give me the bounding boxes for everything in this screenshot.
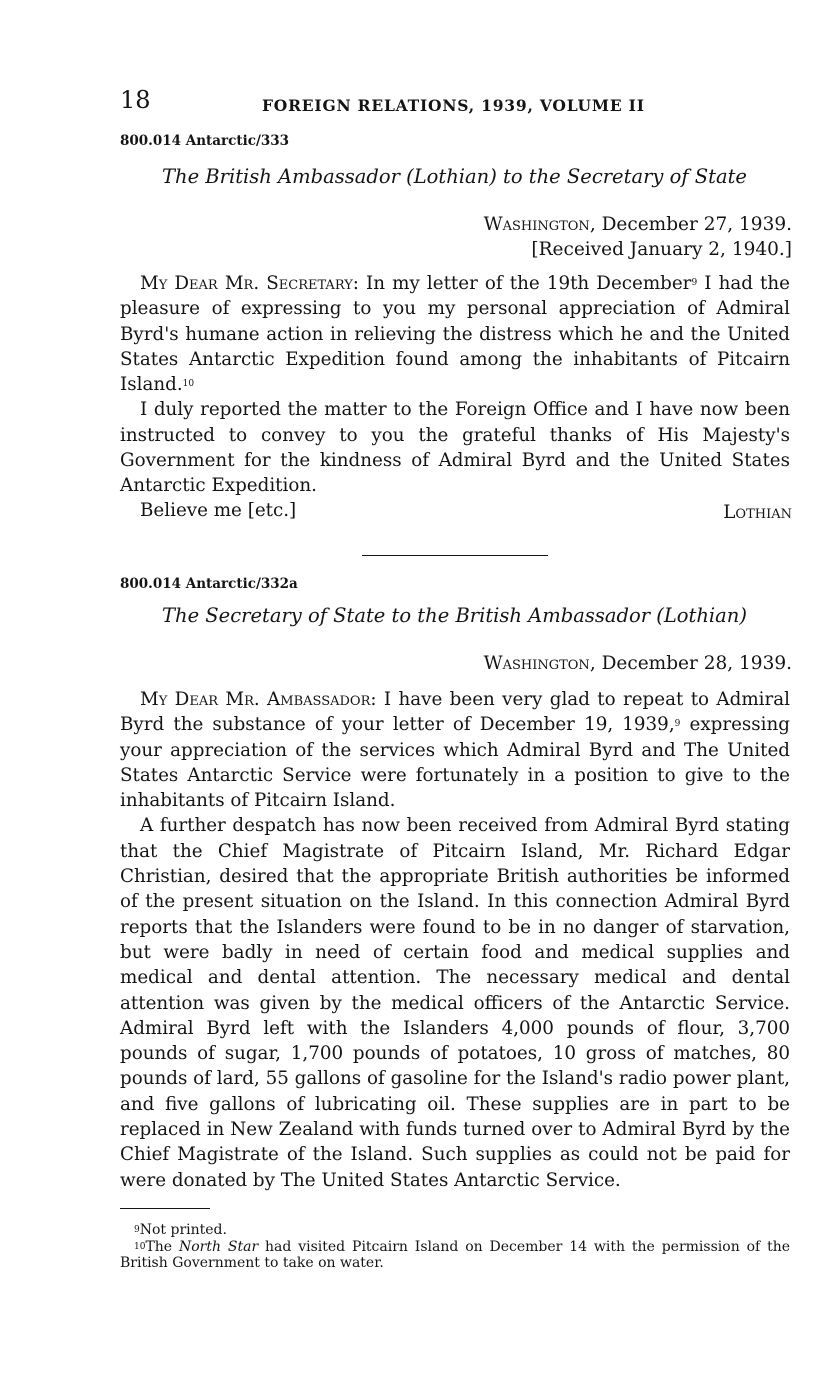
footnote-reference: 9	[674, 719, 681, 730]
file-reference: 800.014 Antarctic/332a	[120, 576, 298, 592]
footnote-9	[120, 1222, 790, 1239]
received-date: [Received January 2, 1940.]	[531, 239, 792, 260]
paragraph-text: : In my letter of the 19th December	[352, 273, 692, 294]
paragraph: I duly reported the matter to the Foreign Office and I have now been instructed to convey to you the grateful thanks of His Majesty's Government for the kindness of Admiral Byrd and the United States Antarctic Expedition.	[120, 399, 790, 497]
salutation: My Dear Mr. Ambassador	[140, 689, 371, 710]
file-reference: 800.014 Antarctic/333	[120, 133, 290, 149]
paragraph-text: expressing your appreciation of the services which Admiral Byrd and The United States Antarctic Service were fortunately in a position to give to the inhabitants of Pitcairn Island.	[120, 714, 790, 812]
document-title: The Secretary of State to the British Ambassador (Lothian)	[162, 604, 747, 627]
complimentary-close: Believe me [etc.]	[140, 500, 297, 521]
dateline-date: , December 27, 1939.	[589, 214, 792, 235]
dateline-date: , December 28, 1939.	[589, 653, 792, 674]
footnote-divider	[120, 1208, 210, 1209]
footnote-text: The	[145, 1238, 179, 1255]
footnote-marker: 10	[134, 1241, 146, 1252]
salutation: My Dear Mr. Secretary	[140, 273, 353, 294]
page-number: 18	[120, 86, 151, 114]
section-divider	[362, 555, 548, 556]
document-title: The British Ambassador (Lothian) to the Secretary of State	[162, 165, 747, 188]
footnote-reference: 9	[691, 278, 698, 288]
closing-line	[140, 500, 792, 521]
running-title: FOREIGN RELATIONS, 1939, VOLUME II	[262, 96, 645, 115]
footnote-reference: 10	[182, 379, 195, 390]
footnote-text: Not printed.	[139, 1222, 227, 1238]
paragraph-text: I had the pleasure of expressing to you my personal appreciation of Admiral Byrd's humane action in relieving the distress which he and the United States Antarctic Expedition found among the inhabitants of Pitcairn Island.	[120, 273, 790, 396]
paragraph-text: : I have been very glad to repeat to Admiral Byrd the substance of your letter of December 19, 1939,	[120, 689, 790, 736]
dateline-place: Washington	[483, 653, 590, 674]
dateline	[484, 653, 792, 674]
letter-body	[120, 271, 790, 499]
paragraph	[120, 271, 790, 397]
footnotes	[120, 1222, 790, 1272]
footnote-marker: 9	[134, 1225, 140, 1235]
footnote-10	[120, 1239, 790, 1272]
dateline-place: Washington	[483, 214, 590, 235]
paragraph: A further despatch has now been received from Admiral Byrd stating that the Chief Magistrate of Pitcairn Island, Mr. Richard Edgar Christian, desired that the appropriate British authorities be informed of the present situation on the Island. In this connection Admiral Byrd reports that the Islanders were found to be in no danger of starvation, but were badly in need of certain food and medical supplies and medical and dental attention. The necessary medical and dental attention was given by the medical officers of the Antarctic Service. Admiral Byrd left with the Islanders 4,000 pounds of flour, 3,700 pounds of sugar, 1,700 pounds of potatoes, 10 gross of matches, 80 pounds of lard, 55 gallons of gasoline for the Island's radio power plant, and five gallons of lubricating oil. These supplies are in part to be replaced in New Zealand with funds turned over to Admiral Byrd by the Chief Magistrate of the Island. Such supplies as could not be paid for were donated by The United States Antarctic Service.	[120, 815, 790, 1191]
footnote-text: had visited Pitcairn Island on December 14 with the permission of the British Government to take on water.	[120, 1238, 790, 1271]
paragraph	[120, 687, 790, 813]
signature: Lothian	[723, 502, 792, 523]
ship-name: North Star	[178, 1238, 259, 1255]
dateline	[484, 214, 792, 235]
letter-body	[120, 687, 790, 1193]
